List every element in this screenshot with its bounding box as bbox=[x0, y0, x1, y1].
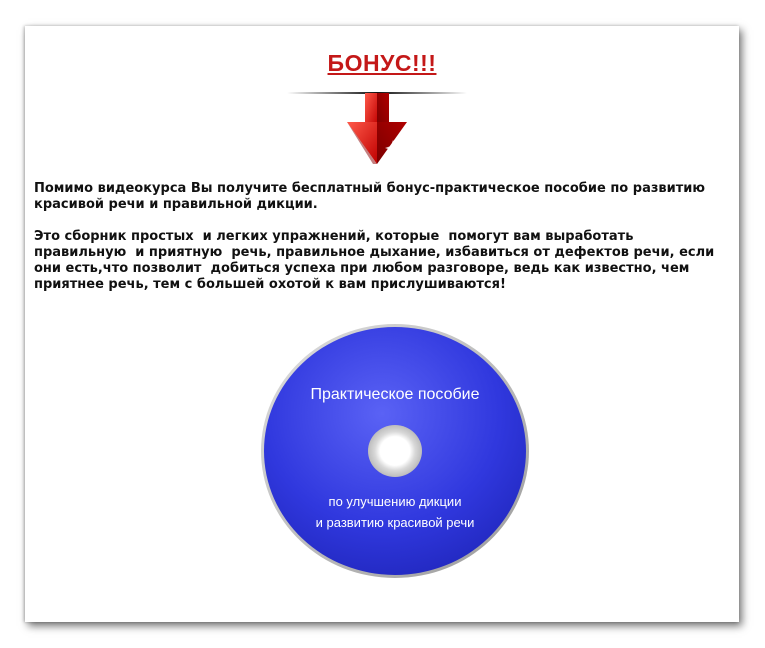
content-card bbox=[25, 26, 739, 622]
disc-subtitle-line1: по улучшению дикции bbox=[328, 494, 462, 509]
disc-title: Практическое пособие bbox=[310, 386, 480, 403]
disc-subtitle-line2: и развитию красивой речи bbox=[315, 515, 475, 530]
cd-disc-icon bbox=[260, 323, 530, 579]
page-title: БОНУС!!! bbox=[327, 50, 437, 76]
arrow-down-icon bbox=[287, 86, 467, 168]
bonus-description: Помимо видеокурса Вы получите бесплатный бонус-практическое пособие по развитию красивой речи и правильной дикции. bbox=[34, 181, 710, 212]
bonus-details: Это сборник простых и легких упражнений, которые помогут вам выработать правильную и приятную речь, правильное дыхание, избавиться от дефектов речи, если они есть,что позволит добиться успеха при любом разговоре, ведь как известно, чем приятнее речь, тем с большей охотой к вам прислушиваются! bbox=[34, 229, 719, 292]
